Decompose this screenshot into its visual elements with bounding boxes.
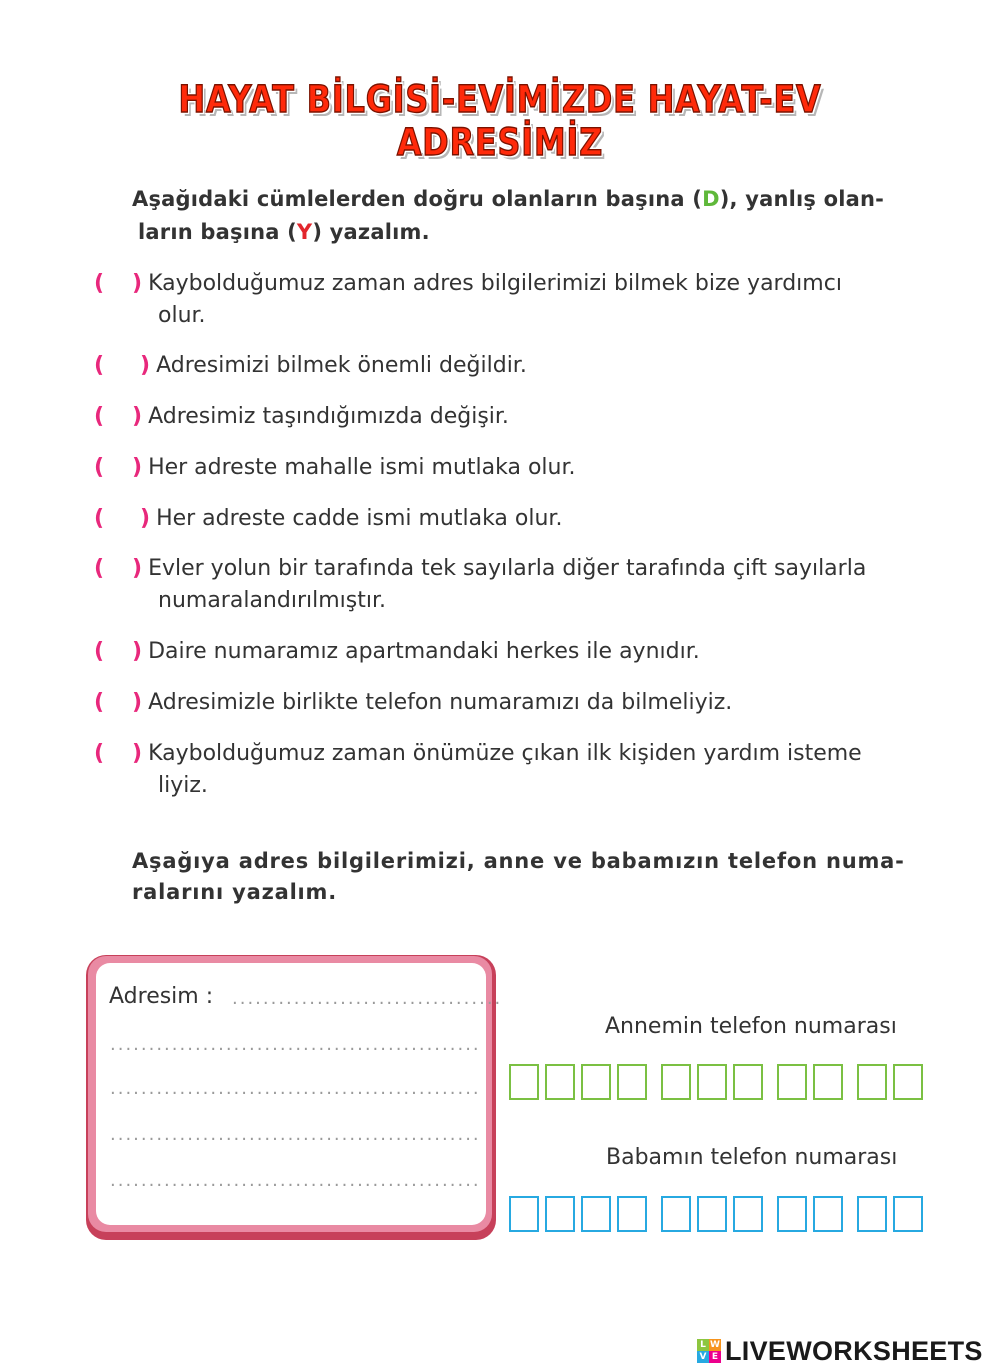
answer-blank-close: ) bbox=[132, 271, 143, 296]
address-line[interactable]: ................................................ bbox=[110, 1124, 481, 1145]
mother-phone-digit-box[interactable] bbox=[697, 1064, 727, 1100]
answer-blank-open[interactable]: ( bbox=[94, 455, 105, 480]
instruction-text: ), yanlış olan- bbox=[719, 187, 885, 211]
statement-text: Her adreste cadde ismi mutlaka olur. bbox=[156, 506, 563, 531]
father-phone-digit-box[interactable] bbox=[581, 1196, 611, 1232]
mother-phone-digit-box[interactable] bbox=[777, 1064, 807, 1100]
statement-item bbox=[94, 553, 866, 617]
mother-phone-digit-box[interactable] bbox=[545, 1064, 575, 1100]
mother-phone-digit-box[interactable] bbox=[733, 1064, 763, 1100]
answer-blank-open[interactable]: ( bbox=[94, 556, 105, 581]
address-line[interactable]: ................................................ bbox=[110, 1034, 481, 1055]
answer-blank-open[interactable]: ( bbox=[94, 404, 105, 429]
father-phone-label: Babamın telefon numarası bbox=[606, 1145, 898, 1170]
instruction-text: ) yazalım. bbox=[312, 220, 430, 244]
statement-item bbox=[94, 401, 509, 433]
father-phone-digit-box[interactable] bbox=[661, 1196, 691, 1232]
statement-text: Evler yolun bir tarafında tek sayılarla diğer tarafında çift sayılarla bbox=[148, 556, 867, 581]
mother-phone-digit-box[interactable] bbox=[661, 1064, 691, 1100]
statement-item bbox=[94, 452, 576, 484]
mother-phone-digit-box[interactable] bbox=[813, 1064, 843, 1100]
worksheet-title: HAYAT BİLGİSİ-EVİMİZDE HAYAT-EV ADRESİMİZ bbox=[178, 78, 822, 164]
answer-blank-close: ) bbox=[132, 639, 143, 664]
instruction-address-line1: Aşağıya adres bilgilerimizi, anne ve babamızın telefon numa- bbox=[132, 849, 905, 873]
answer-blank-close: ) bbox=[140, 506, 151, 531]
father-phone-digit-box[interactable] bbox=[509, 1196, 539, 1232]
instruction-address bbox=[132, 846, 932, 908]
answer-blank-open[interactable]: ( bbox=[94, 690, 105, 715]
answer-blank-close: ) bbox=[140, 353, 151, 378]
address-line[interactable]: ................................... bbox=[232, 988, 503, 1009]
father-phone-digit-box[interactable] bbox=[813, 1196, 843, 1232]
statement-text: Kaybolduğumuz zaman adres bilgilerimizi bilmek bize yardımcı bbox=[148, 271, 842, 296]
liveworksheets-brand bbox=[697, 1336, 983, 1366]
liveworksheets-logo-icon bbox=[697, 1339, 721, 1363]
statement-text: Daire numaramız apartmandaki herkes ile aynıdır. bbox=[148, 639, 700, 664]
statement-text: Adresimiz taşındığımızda değişir. bbox=[148, 404, 509, 429]
statement-item bbox=[94, 503, 562, 535]
letter-d: D bbox=[702, 187, 720, 211]
answer-blank-open[interactable]: ( bbox=[94, 271, 105, 296]
answer-blank-close: ) bbox=[132, 741, 143, 766]
statement-text-continued: numaralandırılmıştır. bbox=[158, 588, 386, 613]
statement-text: Adresimizi bilmek önemli değildir. bbox=[156, 353, 527, 378]
statement-item bbox=[94, 687, 732, 719]
instruction-address-line2: ralarını yazalım. bbox=[132, 880, 338, 904]
statement-item bbox=[94, 636, 700, 668]
address-line[interactable]: ................................................ bbox=[110, 1170, 481, 1191]
answer-blank-open[interactable]: ( bbox=[94, 639, 105, 664]
mother-phone-label: Annemin telefon numarası bbox=[605, 1014, 897, 1039]
letter-y: Y bbox=[296, 220, 313, 244]
logo-letter: W bbox=[710, 1340, 720, 1350]
answer-blank-open[interactable]: ( bbox=[94, 353, 105, 378]
father-phone-digit-box[interactable] bbox=[733, 1196, 763, 1232]
logo-letter: V bbox=[697, 1351, 709, 1363]
statement-item bbox=[94, 738, 862, 802]
logo-letter: E bbox=[709, 1351, 721, 1363]
statement-item bbox=[94, 268, 842, 332]
statement-text: Adresimizle birlikte telefon numaramızı da bilmeliyiz. bbox=[148, 690, 733, 715]
statement-text: Kaybolduğumuz zaman önümüze çıkan ilk kişiden yardım isteme bbox=[148, 741, 862, 766]
answer-blank-close: ) bbox=[132, 556, 143, 581]
father-phone-digit-box[interactable] bbox=[697, 1196, 727, 1232]
answer-blank-close: ) bbox=[132, 404, 143, 429]
mother-phone-digit-box[interactable] bbox=[509, 1064, 539, 1100]
answer-blank-open[interactable]: ( bbox=[94, 741, 105, 766]
statement-text-continued: olur. bbox=[158, 303, 206, 328]
instruction-true-false bbox=[132, 183, 884, 249]
statement-text-continued: liyiz. bbox=[158, 773, 208, 798]
statement-item bbox=[94, 350, 527, 382]
answer-blank-close: ) bbox=[132, 455, 143, 480]
mother-phone-digit-box[interactable] bbox=[857, 1064, 887, 1100]
statement-text: Her adreste mahalle ismi mutlaka olur. bbox=[148, 455, 576, 480]
logo-letter: L bbox=[697, 1339, 709, 1351]
mother-phone-digit-box[interactable] bbox=[893, 1064, 923, 1100]
answer-blank-open[interactable]: ( bbox=[94, 506, 105, 531]
instruction-text: Aşağıdaki cümlelerden doğru olanların başına ( bbox=[132, 187, 703, 211]
mother-phone-digit-box[interactable] bbox=[581, 1064, 611, 1100]
father-phone-digit-box[interactable] bbox=[617, 1196, 647, 1232]
address-label: Adresim : bbox=[109, 984, 214, 1009]
father-phone-digit-box[interactable] bbox=[545, 1196, 575, 1232]
answer-blank-close: ) bbox=[132, 690, 143, 715]
instruction-text: ların başına ( bbox=[138, 220, 297, 244]
address-line[interactable]: ................................................ bbox=[110, 1078, 481, 1099]
father-phone-digit-box[interactable] bbox=[857, 1196, 887, 1232]
father-phone-digit-box[interactable] bbox=[777, 1196, 807, 1232]
father-phone-digit-box[interactable] bbox=[893, 1196, 923, 1232]
mother-phone-digit-box[interactable] bbox=[617, 1064, 647, 1100]
brand-name: LIVEWORKSHEETS bbox=[725, 1335, 983, 1366]
